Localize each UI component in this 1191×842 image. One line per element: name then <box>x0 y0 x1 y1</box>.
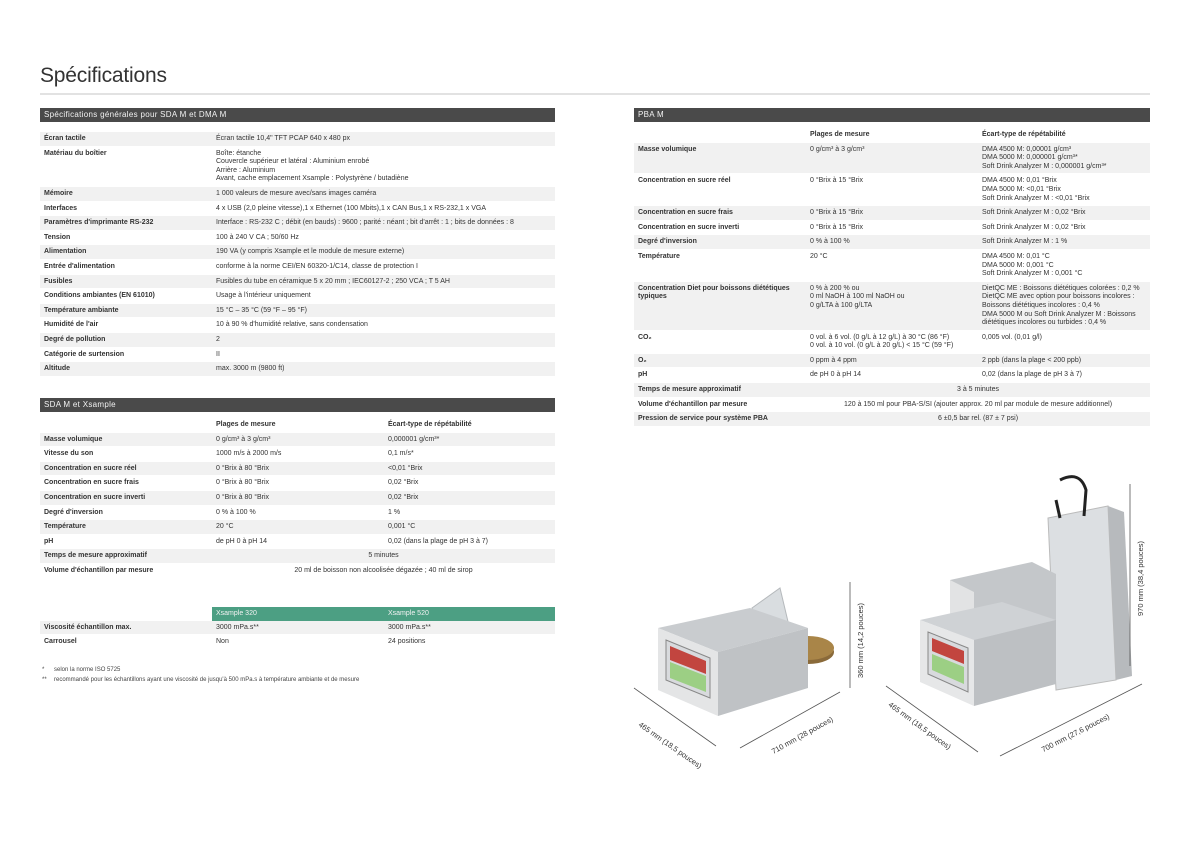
table-row <box>40 433 555 447</box>
spec-range: 0 °Brix à 15 °Brix <box>806 220 978 235</box>
spec-label: Mémoire <box>40 186 212 201</box>
general-specs-table <box>40 132 555 377</box>
spec-label: Volume d'échantillon par mesure <box>634 397 806 412</box>
spec-value: Interface : RS-232 C ; débit (en bauds) : 9600 ; parité : néant ; bit d'arrêt : 1 ; bits de données : 8 <box>212 216 555 231</box>
table-row <box>634 397 1150 412</box>
model-col-xsample-320: Xsample 320 <box>212 607 384 621</box>
spec-label: Température ambiante <box>40 303 212 318</box>
model-col-xsample-520: Xsample 520 <box>384 607 555 621</box>
sda-instrument-illustration <box>630 570 890 771</box>
spec-value: 100 à 240 V CA ; 50/60 Hz <box>212 230 555 245</box>
model-value-520: 24 positions <box>384 635 555 650</box>
table-row <box>40 259 555 274</box>
table-row <box>40 216 555 231</box>
table-row <box>40 230 555 245</box>
pba-instrument-illustration <box>880 470 1160 760</box>
table-row <box>40 146 555 186</box>
spec-repeatability: DMA 4500 M: 0,00001 g/cm³ DMA 5000 M: 0,000001 g/cm³* Soft Drink Analyzer M : 0,000001 g/cm³* <box>978 143 1150 174</box>
spec-value: 1 000 valeurs de mesure avec/sans images caméra <box>212 186 555 201</box>
table-row <box>40 274 555 289</box>
pba-width-label: 700 mm (27,6 pouces) <box>1040 711 1111 755</box>
spec-value: Usage à l'intérieur uniquement <box>212 289 555 304</box>
spec-label: Concentration en sucre inverti <box>40 490 212 505</box>
spec-label: Paramètres d'imprimante RS-232 <box>40 216 212 231</box>
spec-repeatability: 0,02 (dans la plage de pH 3 à 7) <box>978 368 1150 383</box>
spec-range: 0 °Brix à 15 °Brix <box>806 174 978 206</box>
spec-range: 0 °Brix à 80 °Brix <box>212 476 384 491</box>
pba-heading: PBA M <box>634 108 1150 122</box>
spec-range: 1000 m/s à 2000 m/s <box>212 447 384 462</box>
spec-repeatability: 0,000001 g/cm³* <box>384 433 555 447</box>
spec-label: Degré d'inversion <box>634 235 806 250</box>
spec-label: Écran tactile <box>40 132 212 146</box>
spec-label: Carrousel <box>40 635 212 650</box>
spec-value: 15 °C – 35 °C (59 °F – 95 °F) <box>212 303 555 318</box>
sda-instrument-image <box>630 570 890 760</box>
spec-value: Écran tactile 10,4" TFT PCAP 640 x 480 px <box>212 132 555 146</box>
xsample-col-range: Plages de mesure <box>216 421 276 428</box>
general-specs-section <box>40 108 555 377</box>
spec-range: 0 °Brix à 80 °Brix <box>212 461 384 476</box>
spec-value: 20 ml de boisson non alcoolisée dégazée ; 40 ml de sirop <box>212 563 555 578</box>
table-row <box>40 476 555 491</box>
spec-label: Concentration en sucre inverti <box>634 220 806 235</box>
table-row <box>40 289 555 304</box>
spec-repeatability: 0,005 vol. (0,01 g/l) <box>978 330 1150 353</box>
spec-repeatability: DMA 4500 M: 0,01 °C DMA 5000 M: 0,001 °C Soft Drink Analyzer M : 0,001 °C <box>978 249 1150 281</box>
spec-range: 0 °Brix à 15 °Brix <box>806 206 978 221</box>
pba-section <box>634 108 1150 427</box>
models-section <box>40 607 555 650</box>
sda-width-label: 710 mm (28 pouces) <box>770 714 835 756</box>
table-row <box>634 174 1150 206</box>
pba-col-label <box>634 122 806 143</box>
spec-repeatability: 1 % <box>384 505 555 520</box>
spec-label: Alimentation <box>40 245 212 260</box>
spec-repeatability: Soft Drink Analyzer M : 1 % <box>978 235 1150 250</box>
model-value-320: Non <box>212 635 384 650</box>
xsample-col-label <box>40 412 212 433</box>
spec-label: Humidité de l'air <box>40 318 212 333</box>
xsample-table <box>40 412 555 579</box>
table-row <box>634 220 1150 235</box>
spec-label: Masse volumique <box>40 433 212 447</box>
table-row <box>40 635 555 650</box>
spec-label: Concentration en sucre frais <box>634 206 806 221</box>
table-row <box>40 490 555 505</box>
spec-label: O₂ <box>634 353 806 368</box>
spec-value: 10 à 90 % d'humidité relative, sans condensation <box>212 318 555 333</box>
table-row <box>40 132 555 146</box>
page-title: Spécifications <box>40 64 167 87</box>
spec-repeatability: DietQC ME : Boissons diététiques colorées : 0,2 % DietQC ME avec option pour boissons incolores : Boissons diététiques incolores : 0,4 % DMA 5000 M ou Soft Drink Analyzer M : Boissons diététiques incolores ou turbides : 0,4 % <box>978 281 1150 330</box>
spec-value: max. 3000 m (9800 ft) <box>212 362 555 377</box>
table-row <box>40 318 555 333</box>
spec-label: Fusibles <box>40 274 212 289</box>
footnotes <box>42 665 359 685</box>
table-row <box>40 621 555 635</box>
spec-repeatability: 0,001 °C <box>384 520 555 535</box>
table-row <box>634 235 1150 250</box>
spec-label: Concentration en sucre réel <box>634 174 806 206</box>
pba-col-range: Plages de mesure <box>810 131 870 138</box>
table-row <box>634 383 1150 398</box>
spec-label: Catégorie de surtension <box>40 347 212 362</box>
spec-repeatability: DMA 4500 M: 0,01 °Brix DMA 5000 M: <0,01 °Brix Soft Drink Analyzer M : <0,01 °Brix <box>978 174 1150 206</box>
spec-label: CO₂ <box>634 330 806 353</box>
spec-label: Conditions ambiantes (EN 61010) <box>40 289 212 304</box>
spec-range: de pH 0 à pH 14 <box>212 534 384 549</box>
spec-label: Matériau du boîtier <box>40 146 212 186</box>
footnote: ** recommandé pour les échantillons ayant une viscosité de jusqu'à 500 mPa.s à température ambiante et de mesure <box>42 677 360 683</box>
spec-label: pH <box>40 534 212 549</box>
spec-label: Concentration en sucre réel <box>40 461 212 476</box>
spec-label: Degré d'inversion <box>40 505 212 520</box>
spec-range: de pH 0 à pH 14 <box>806 368 978 383</box>
table-row <box>40 549 555 564</box>
spec-repeatability: 0,02 °Brix <box>384 476 555 491</box>
table-row <box>634 353 1150 368</box>
table-row <box>634 249 1150 281</box>
spec-value: Boîte: étanche Couvercle supérieur et latéral : Aluminium enrobé Arrière : Aluminium Avant, cache emplacement Xsample : Polystyrène / butadiène <box>212 146 555 186</box>
table-row <box>40 461 555 476</box>
table-row <box>40 505 555 520</box>
table-row <box>40 563 555 578</box>
spec-range: 0 % à 100 % <box>212 505 384 520</box>
spec-range: 20 °C <box>806 249 978 281</box>
spec-range: 0 °Brix à 80 °Brix <box>212 490 384 505</box>
spec-value: Fusibles du tube en céramique 5 x 20 mm ; IEC60127-2 ; 250 VCA ; T 5 AH <box>212 274 555 289</box>
spec-label: Température <box>634 249 806 281</box>
spec-value: 6 ±0,5 bar rel. (87 ± 7 psi) <box>806 412 1150 427</box>
table-row <box>634 368 1150 383</box>
spec-label: Viscosité échantillon max. <box>40 621 212 635</box>
spec-label: Temps de mesure approximatif <box>634 383 806 398</box>
spec-label: Pression de service pour système PBA <box>634 412 806 427</box>
sda-height-label: 360 mm (14,2 pouces) <box>856 602 865 678</box>
spec-repeatability: Soft Drink Analyzer M : 0,02 °Brix <box>978 206 1150 221</box>
spec-label: Température <box>40 520 212 535</box>
spec-label: Masse volumique <box>634 143 806 174</box>
table-row <box>634 412 1150 427</box>
table-row <box>40 362 555 377</box>
pba-instrument-image <box>880 470 1160 760</box>
spec-repeatability: <0,01 °Brix <box>384 461 555 476</box>
spec-range: 0 % à 100 % <box>806 235 978 250</box>
spec-value: conforme à la norme CEI/EN 60320-1/C14, classe de protection I <box>212 259 555 274</box>
pba-col-repeat: Écart-type de répétabilité <box>982 131 1066 138</box>
spec-range: 0 ppm à 4 ppm <box>806 353 978 368</box>
table-row <box>40 186 555 201</box>
spec-value: 190 VA (y compris Xsample et le module de mesure externe) <box>212 245 555 260</box>
model-value-520: 3000 mPa.s** <box>384 621 555 635</box>
xsample-heading: SDA M et Xsample <box>40 398 555 412</box>
spec-range: 0 vol. à 6 vol. (0 g/L à 12 g/L) à 30 °C (86 °F) 0 vol. à 10 vol. (0 g/L à 20 g/L) < 15 °C (59 °F) <box>806 330 978 353</box>
spec-repeatability: 0,02 (dans la plage de pH 3 à 7) <box>384 534 555 549</box>
spec-value: II <box>212 347 555 362</box>
spec-value: 5 minutes <box>212 549 555 564</box>
spec-repeatability: 2 ppb (dans la plage < 200 ppb) <box>978 353 1150 368</box>
spec-range: 0 % à 200 % ou 0 ml NaOH à 100 ml NaOH ou 0 g/LTA à 100 g/LTA <box>806 281 978 330</box>
table-row <box>634 281 1150 330</box>
table-row <box>40 245 555 260</box>
spec-label: Volume d'échantillon par mesure <box>40 563 212 578</box>
footnote: * selon la norme ISO 5725 <box>42 667 121 673</box>
table-row <box>40 534 555 549</box>
sda-depth-label: 465 mm (18,5 pouces) <box>636 720 704 771</box>
xsample-section <box>40 398 555 579</box>
pba-depth-label: 465 mm (18,5 pouces) <box>886 700 953 752</box>
spec-value: 120 à 150 ml pour PBA-S/SI (ajouter approx. 20 ml par module de mesure additionnel) <box>806 397 1150 412</box>
title-divider <box>40 93 1150 95</box>
spec-range: 20 °C <box>212 520 384 535</box>
xsample-col-repeat: Écart-type de répétabilité <box>388 421 472 428</box>
spec-label: Temps de mesure approximatif <box>40 549 212 564</box>
pba-height-label: 970 mm (38,4 pouces) <box>1136 540 1145 616</box>
spec-label: Interfaces <box>40 201 212 216</box>
spec-label: Concentration Diet pour boissons diététiques typiques <box>634 281 806 330</box>
spec-value: 3 à 5 minutes <box>806 383 1150 398</box>
spec-range: 0 g/cm³ à 3 g/cm³ <box>806 143 978 174</box>
spec-label: Concentration en sucre frais <box>40 476 212 491</box>
pba-table <box>634 122 1150 427</box>
models-table <box>40 607 555 650</box>
spec-range: 0 g/cm³ à 3 g/cm³ <box>212 433 384 447</box>
spec-label: Vitesse du son <box>40 447 212 462</box>
table-row <box>634 330 1150 353</box>
table-row <box>40 447 555 462</box>
spec-repeatability: 0,1 m/s* <box>384 447 555 462</box>
spec-value: 4 x USB (2,0 pleine vitesse),1 x Ethernet (100 Mbits),1 x CAN Bus,1 x RS-232,1 x VGA <box>212 201 555 216</box>
spec-label: Degré de pollution <box>40 332 212 347</box>
table-row <box>40 520 555 535</box>
table-row <box>40 347 555 362</box>
spec-label: pH <box>634 368 806 383</box>
spec-label: Altitude <box>40 362 212 377</box>
model-value-320: 3000 mPa.s** <box>212 621 384 635</box>
table-row <box>40 303 555 318</box>
table-row <box>634 206 1150 221</box>
spec-label: Entrée d'alimentation <box>40 259 212 274</box>
table-row <box>40 201 555 216</box>
spec-label: Tension <box>40 230 212 245</box>
spec-repeatability: Soft Drink Analyzer M : 0,02 °Brix <box>978 220 1150 235</box>
table-row <box>40 332 555 347</box>
spec-repeatability: 0,02 °Brix <box>384 490 555 505</box>
spec-value: 2 <box>212 332 555 347</box>
table-row <box>634 143 1150 174</box>
general-specs-heading: Spécifications générales pour SDA M et DMA M <box>40 108 555 122</box>
